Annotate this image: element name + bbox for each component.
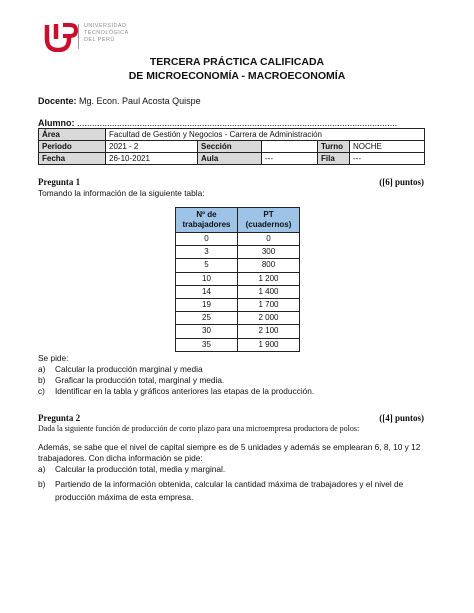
pt-cell: 2 000: [238, 312, 300, 325]
list-item-continuation: producción máxima de esta empresa.: [55, 492, 194, 502]
periodo-value: 2021 - 2: [106, 141, 198, 153]
workers-cell: 14: [176, 285, 238, 298]
fecha-value: 26-10-2021: [106, 153, 198, 165]
seccion-label: Sección: [198, 141, 262, 153]
question-2-para-line1: Además, se sabe que el nivel de capital siempre es de 5 unidades y además se emplearan 6, 8, 10 y 12: [38, 442, 421, 452]
workers-cell: 30: [176, 325, 238, 338]
list-item: c) Identificar en la tabla y gráficos anteriores las etapas de la producción.: [38, 386, 315, 396]
pt-cell: 2 100: [238, 325, 300, 338]
table-row: [176, 312, 300, 325]
table-row: [176, 259, 300, 272]
pt-cell: 0: [238, 233, 300, 246]
list-item: a) Calcular la producción total, media y marginal.: [38, 464, 226, 474]
page-subtitle: DE MICROECONOMÍA - MACROECONOMÍA: [128, 70, 346, 82]
periodo-label: Periodo: [39, 141, 106, 153]
fila-label: Fila: [318, 153, 350, 165]
workers-cell: 35: [176, 338, 238, 351]
alumno-value: ................................................................................................................................: [77, 118, 398, 128]
list-item: b) Partiendo de la información obtenida, calcular la cantidad máxima de trabajadores y el nivel de: [38, 479, 404, 489]
question-2-list: [38, 464, 403, 503]
pt-cell: 1 700: [238, 298, 300, 311]
alumno-line: [38, 118, 397, 128]
table-row: [176, 325, 300, 338]
turno-label: Turno: [318, 141, 350, 153]
turno-value: NOCHE: [350, 141, 425, 153]
workers-cell: 10: [176, 272, 238, 285]
pt-cell: 1 400: [238, 285, 300, 298]
workers-cell: 3: [176, 246, 238, 259]
aula-label: Aula: [198, 153, 262, 165]
pt-cell: 300: [238, 246, 300, 259]
question-2-intro: Dada la siguiente función de producción de corto plazo para una microempresa productora de polos:: [38, 424, 360, 433]
logo-divider: [78, 24, 79, 49]
table-row: [176, 285, 300, 298]
docente-value: Mg. Econ. Paul Acosta Quispe: [79, 96, 201, 106]
utp-logo-icon: [44, 22, 78, 52]
table-row: [176, 298, 300, 311]
question-1-intro: Tomando la información de la siguiente tabla:: [38, 188, 205, 198]
docente-line: [38, 96, 201, 106]
table-header-row: [176, 208, 300, 233]
aula-value: ---: [262, 153, 318, 165]
logo-text: UNIVERSIDAD TECNOLÓGICA DEL PERÚ: [84, 23, 129, 44]
table-row: [176, 233, 300, 246]
course-info-table: [38, 128, 425, 165]
docente-label: Docente:: [38, 96, 77, 106]
question-2-title: Pregunta 2: [38, 413, 81, 423]
page-title: TERCERA PRÁCTICA CALIFICADA: [149, 56, 325, 68]
question-1-points: ([6] puntos): [379, 177, 424, 187]
list-item: b) Graficar la producción total, marginal y media.: [38, 375, 225, 385]
area-value: Facultad de Gestión y Negocios - Carrera de Administración: [106, 129, 425, 141]
list-item: a) Calcular la producción marginal y media: [38, 364, 203, 374]
question-1-list: [38, 364, 314, 397]
table-row: [176, 272, 300, 285]
fila-value: ---: [350, 153, 425, 165]
alumno-label: Alumno:: [38, 118, 75, 128]
workers-cell: 19: [176, 298, 238, 311]
workers-cell: 25: [176, 312, 238, 325]
table-row: [39, 129, 425, 141]
question-2-para-line2: trabajadores. Con dicha información se pide:: [38, 453, 203, 463]
question-1-title: Pregunta 1: [38, 177, 81, 187]
workers-cell: 5: [176, 259, 238, 272]
seccion-value: [262, 141, 318, 153]
pt-cell: 800: [238, 259, 300, 272]
pt-cell: 1 900: [238, 338, 300, 351]
pt-cell: 1 200: [238, 272, 300, 285]
fecha-label: Fecha: [39, 153, 106, 165]
university-logo: [44, 22, 184, 54]
col-pt-header: PT (cuadernos): [238, 208, 300, 233]
table-row: [176, 246, 300, 259]
production-table: [175, 207, 300, 352]
col-workers-header: Nº de trabajadores: [176, 208, 238, 233]
table-row: [176, 338, 300, 351]
se-pide-label: Se pide:: [38, 353, 69, 363]
area-label: Área: [39, 129, 106, 141]
question-2-points: ([4] puntos): [379, 413, 424, 423]
table-row: [39, 153, 425, 165]
table-row: [39, 141, 425, 153]
workers-cell: 0: [176, 233, 238, 246]
